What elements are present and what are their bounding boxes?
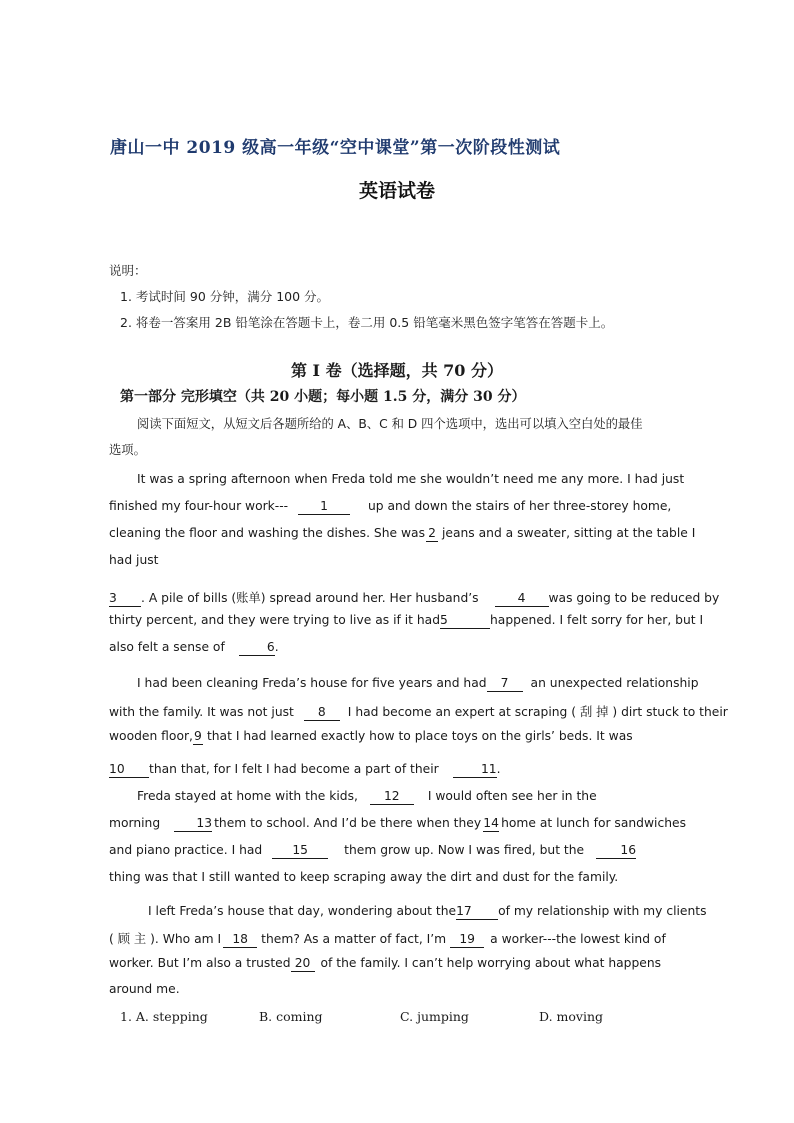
passage-text: ( 顾 主 ). Who am I: [109, 932, 222, 946]
part-title: 第一部分 完形填空（共 20 小题；每小题 1.5 分，满分 30 分）: [120, 389, 526, 405]
blank-13: 13: [174, 817, 212, 832]
passage-text: finished my four-hour work---: [109, 499, 289, 513]
passage-line: [109, 526, 695, 542]
notes-item-1: 1. 考试时间 90 分钟，满分 100 分。: [120, 289, 330, 304]
passage-text: them? As a matter of fact, I’m: [261, 932, 447, 946]
blank-10: 10: [109, 763, 149, 778]
blank-8: 8: [304, 706, 340, 721]
passage-line: around me.: [109, 982, 180, 996]
passage-text: up and down the stairs of her three-storey home,: [367, 499, 672, 513]
passage-text: was going to be reduced by: [548, 591, 720, 605]
instruction-line-1: 阅读下面短文，从短文后各题所给的 A、B、C 和 D 四个选项中，选出可以填入空白处的最佳: [137, 417, 643, 431]
passage-text: worker. But I’m also a trusted: [109, 956, 291, 970]
passage-line: [137, 789, 597, 805]
option-1b: B. coming: [259, 1009, 323, 1024]
blank-18: 18: [223, 933, 257, 948]
passage-text: happened. I felt sorry for her, but I: [490, 613, 704, 627]
section-title: 第 I 卷（选择题，共 70 分）: [290, 361, 504, 380]
exam-title: 唐山一中 2019 级高一年级“空中课堂”第一次阶段性测试: [110, 138, 561, 158]
blank-9: 9: [194, 729, 202, 743]
passage-line: had just: [109, 553, 159, 567]
passage-line: [109, 843, 636, 859]
blank-6: 6: [239, 641, 275, 656]
passage-line: [109, 588, 719, 607]
blank-19: 19: [450, 933, 484, 948]
passage-text: I had become an expert at scraping ( 刮 掉 ) dirt stuck to their: [347, 705, 728, 719]
passage-text: that I had learned exactly how to place toys on the girls’ beds. It was: [206, 729, 633, 743]
blank-20: 20: [291, 957, 315, 972]
passage-text: home at lunch for sandwiches: [501, 816, 686, 830]
blank-5: 5: [440, 614, 490, 629]
passage-text: morning: [109, 816, 161, 830]
passage-text: Freda stayed at home with the kids,: [137, 789, 358, 803]
passage-text: with the family. It was not just: [109, 705, 294, 719]
passage-text: than that, for I felt I had become a part of their: [149, 762, 439, 776]
passage-line: [109, 956, 661, 972]
passage-line: [109, 816, 686, 832]
passage-line: [109, 499, 671, 515]
blank-3: 3: [109, 592, 141, 607]
blank-1: 1: [298, 500, 350, 515]
passage-text: jeans and a sweater, sitting at the table I: [441, 526, 696, 540]
blank-4: 4: [495, 592, 549, 607]
option-1d: D. moving: [539, 1009, 604, 1024]
passage-text: . A pile of bills (账单) spread around her. Her husband’s: [141, 591, 479, 605]
passage-text: thirty percent, and they were trying to live as if it had: [109, 613, 441, 627]
passage-text: a worker---the lowest kind of: [490, 932, 666, 946]
blank-16: 16: [596, 844, 636, 859]
option-1c: C. jumping: [400, 1009, 469, 1024]
notes-heading: 说明：: [109, 263, 147, 278]
passage-line: It was a spring afternoon when Freda told me she wouldn’t need me any more. I had just: [137, 472, 685, 486]
passage-line: [148, 904, 707, 920]
passage-text: an unexpected relationship: [530, 676, 699, 690]
passage-text: and piano practice. I had: [109, 843, 263, 857]
instruction-line-2: 选项。: [109, 443, 146, 457]
blank-14: 14: [483, 816, 499, 830]
passage-line: [109, 613, 703, 629]
passage-text: .: [496, 762, 501, 776]
passage-text: wooden floor,: [109, 729, 193, 743]
passage-text: also felt a sense of: [109, 640, 225, 654]
blank-15: 15: [272, 844, 328, 859]
option-1a: 1. A. stepping: [120, 1009, 208, 1024]
passage-text: them to school. And I’d be there when they: [214, 816, 482, 830]
passage-text: .: [274, 640, 279, 654]
blank-17: 17: [456, 905, 498, 920]
exam-subtitle: 英语试卷: [358, 180, 435, 202]
passage-text: of my relationship with my clients: [498, 904, 707, 918]
passage-text: them grow up. Now I was fired, but the: [344, 843, 585, 857]
blank-11: 11: [453, 763, 497, 778]
passage-text: of the family. I can’t help worrying about what happens: [320, 956, 662, 970]
passage-line: [109, 729, 633, 745]
blank-7: 7: [487, 677, 523, 692]
passage-text: cleaning the floor and washing the dishes. She was: [109, 526, 425, 540]
passage-text: I would often see her in the: [427, 789, 597, 803]
notes-item-2: 2. 将卷一答案用 2B 铅笔涂在答题卡上，卷二用 0.5 铅笔毫米黑色签字笔答在答题卡上。: [120, 315, 614, 330]
passage-line: thing was that I still wanted to keep scraping away the dirt and dust for the family.: [109, 870, 619, 884]
passage-line: [137, 676, 699, 692]
passage-line: [109, 762, 501, 778]
passage-text: I left Freda’s house that day, wondering about the: [148, 904, 457, 918]
blank-12: 12: [370, 790, 414, 805]
passage-line: [109, 929, 666, 948]
blank-2: 2: [426, 527, 438, 542]
passage-text: I had been cleaning Freda’s house for five years and had: [137, 676, 487, 690]
passage-line: [109, 702, 728, 721]
passage-line: [109, 640, 279, 656]
